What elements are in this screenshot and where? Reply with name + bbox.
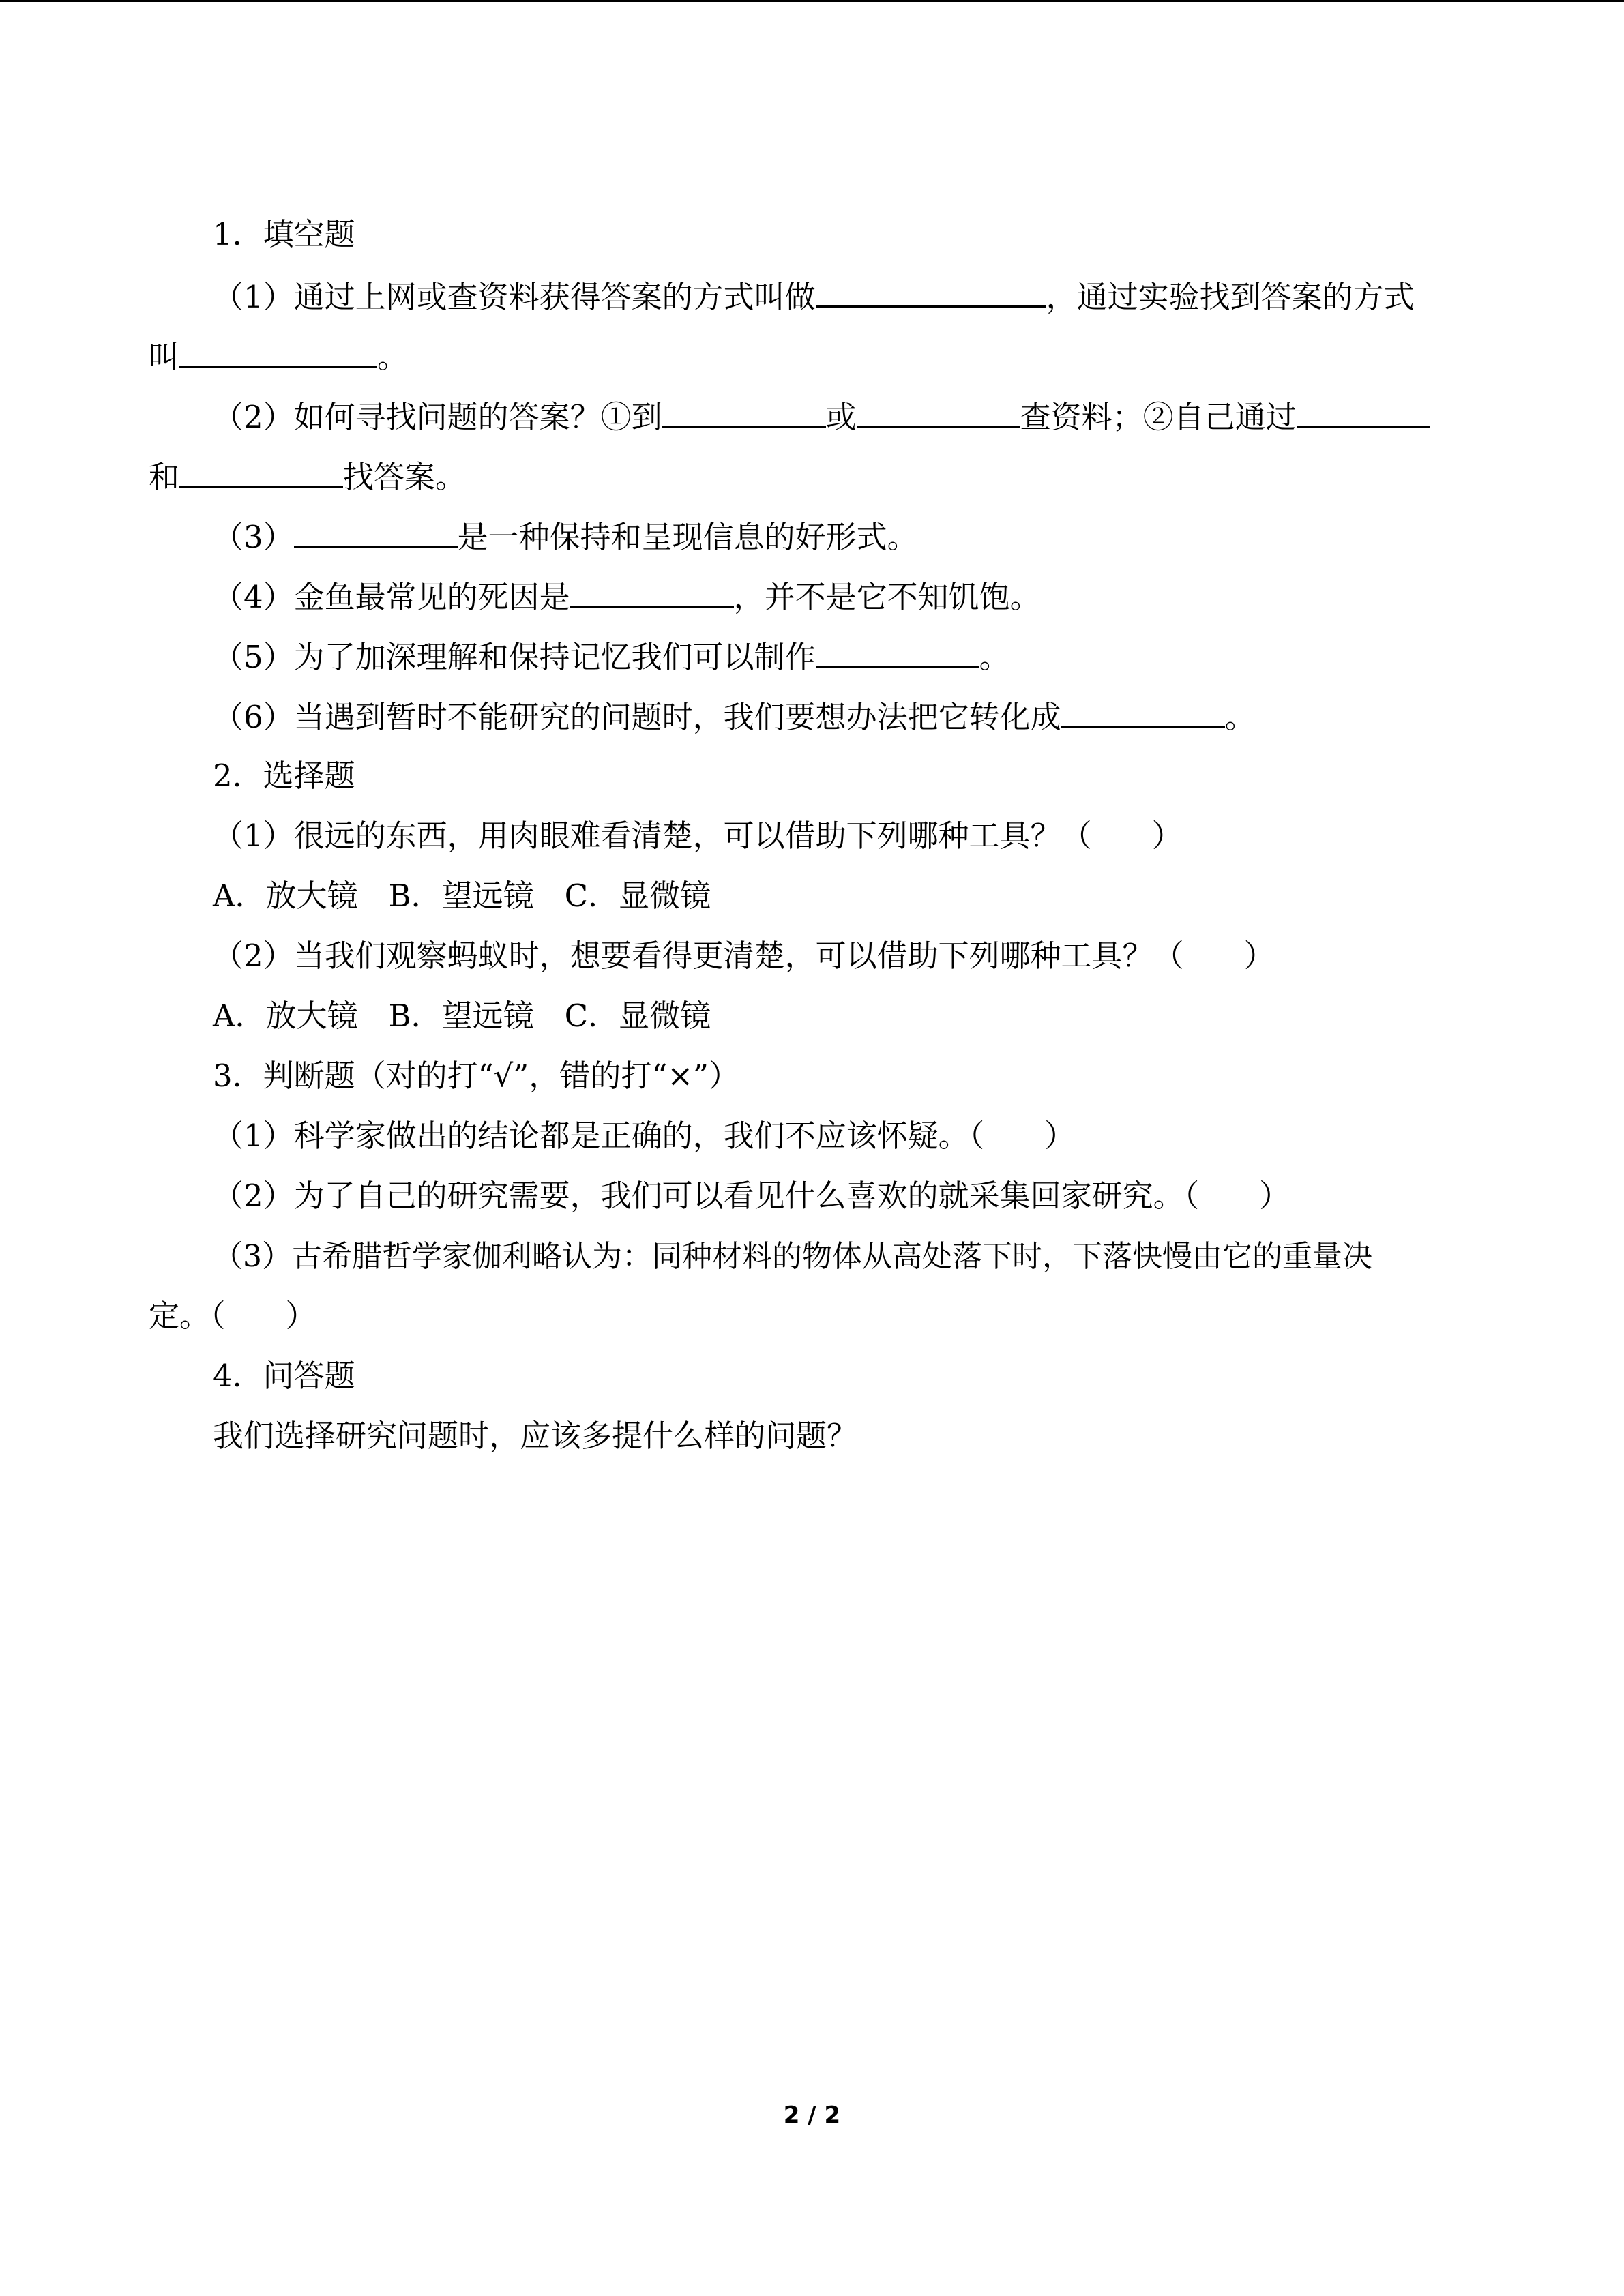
judge-question-3: （3）古希腊哲学家伽利略认为：同种材料的物体从高处落下时，下落快慢由它的重量决 (213, 1239, 1372, 1274)
fill-question-6: （6）当遇到暂时不能研究的问题时，我们要想办法把它转化成 。 (0, 696, 1624, 736)
answer-blank[interactable] (294, 516, 458, 548)
section-heading-judge: 3．判断题（对的打“√”，错的打“×”） (213, 1058, 740, 1094)
choice-question-1: （1）很远的东西，用肉眼难看清楚，可以借助下列哪种工具？（ ） (213, 818, 1183, 854)
choice-question-2: （2）当我们观察蚂蚁时，想要看得更清楚，可以借助下列哪种工具？（ ） (213, 938, 1275, 974)
answer-blank[interactable] (1297, 396, 1430, 428)
fill-question-1: （1）通过上网或查资料获得答案的方式叫做 ，通过实验找到答案的方式 (0, 275, 1624, 316)
choice-question-2-options: A．放大镜 B．望远镜 C．显微镜 (213, 998, 711, 1034)
judge-question-2: （2）为了自己的研究需要，我们可以看见什么喜欢的就采集回家研究。（ ） (213, 1178, 1290, 1214)
judge-question-3-cont: 定。（ ） (149, 1298, 316, 1334)
fill-question-1-cont: 叫 。 (0, 336, 1624, 376)
answer-blank[interactable] (662, 396, 826, 428)
fill-question-2: （2）如何寻找问题的答案？①到 或 查资料；②自己通过 (0, 396, 1624, 436)
section-heading-essay: 4．问答题 (213, 1358, 355, 1394)
page-number: 2 / 2 (783, 2102, 841, 2129)
fill-question-3: （3） 是一种保持和呈现信息的好形式。 (0, 516, 1624, 556)
answer-blank[interactable] (179, 336, 377, 368)
essay-question-1: 我们选择研究问题时，应该多提什么样的问题？ (213, 1418, 858, 1454)
answer-blank[interactable] (816, 275, 1046, 308)
answer-blank[interactable] (570, 576, 734, 608)
section-heading-choice: 2．选择题 (213, 758, 355, 794)
choice-question-1-options: A．放大镜 B．望远镜 C．显微镜 (213, 878, 711, 914)
fill-question-2-cont: 和 找答案。 (0, 456, 1624, 496)
answer-blank[interactable] (816, 636, 979, 668)
fill-question-4: （4）金鱼最常见的死因是 ，并不是它不知饥饱。 (0, 576, 1624, 616)
answer-blank[interactable] (857, 396, 1020, 428)
judge-question-1: （1）科学家做出的结论都是正确的，我们不应该怀疑。（ ） (213, 1118, 1076, 1154)
section-heading-fill: 1．填空题 (213, 216, 355, 252)
answer-blank[interactable] (179, 456, 343, 488)
fill-question-5: （5）为了加深理解和保持记忆我们可以制作 。 (0, 636, 1624, 676)
answer-blank[interactable] (1061, 696, 1225, 728)
